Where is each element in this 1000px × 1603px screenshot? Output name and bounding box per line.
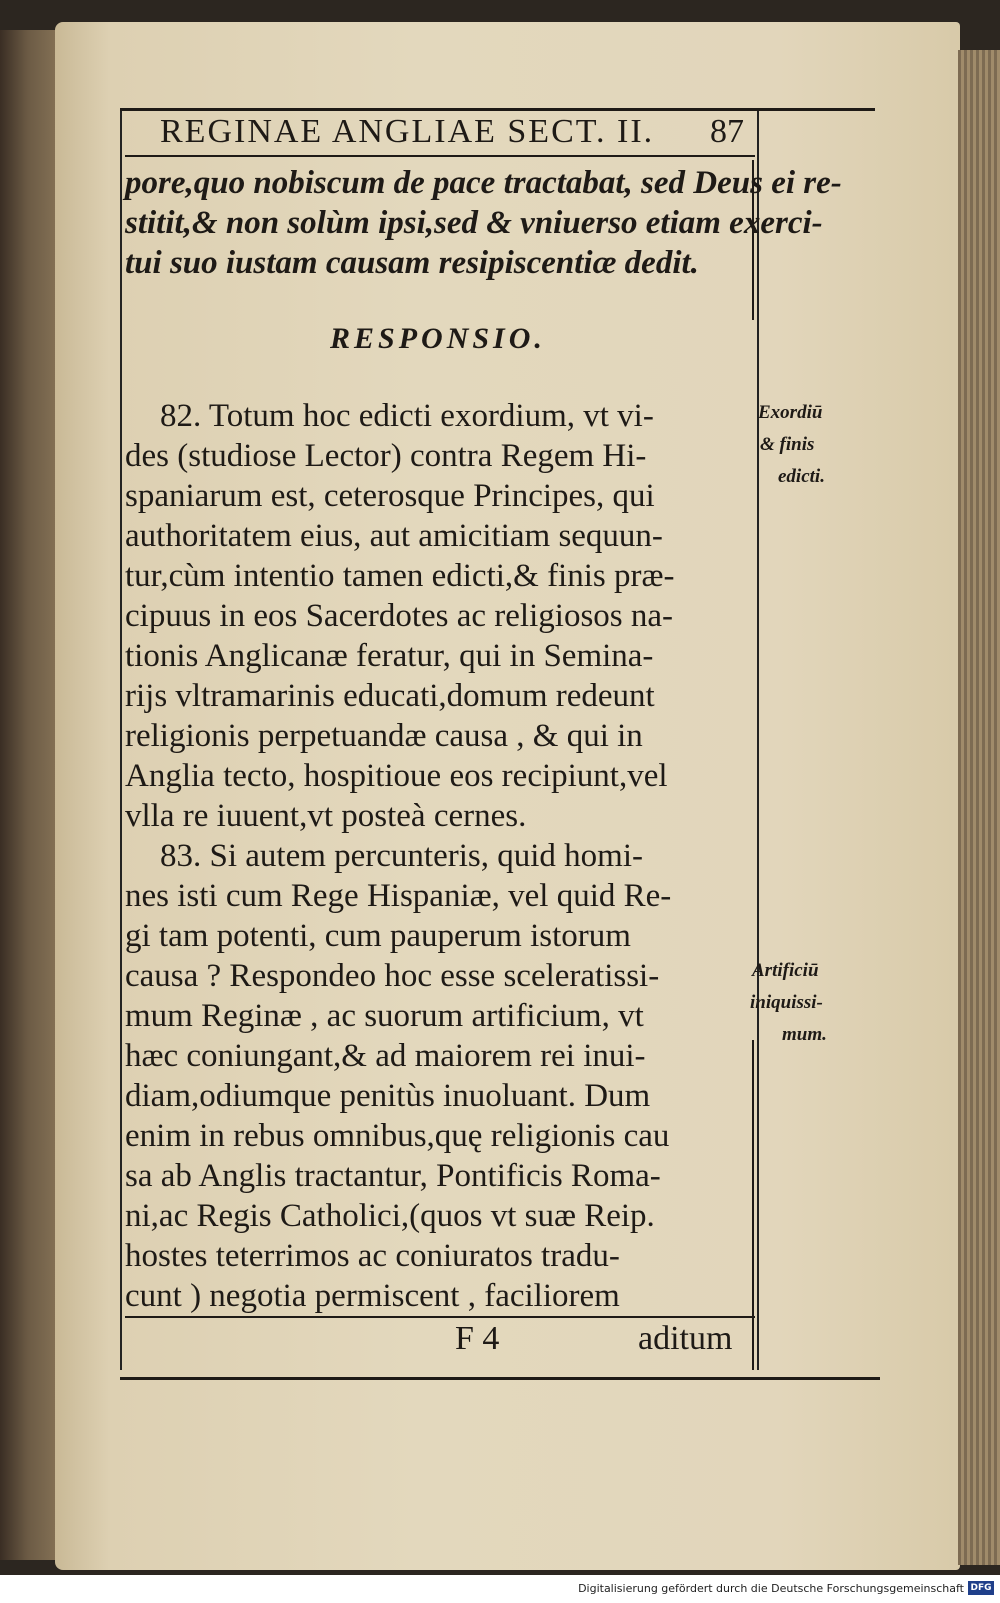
catchword: aditum <box>638 1320 733 1357</box>
body-line: tur,cùm intentio tamen edicti,& finis præ- <box>125 558 675 594</box>
body-line: des (studiose Lector) contra Regem Hi- <box>125 438 647 474</box>
top-rule <box>120 108 875 111</box>
body-line: ni,ac Regis Catholici,(quos vt suæ Reip. <box>125 1198 655 1234</box>
margin-note: iniquissi- <box>750 992 823 1013</box>
section-heading: RESPONSIO. <box>330 322 546 355</box>
body-line: cipuus in eos Sacerdotes ac religiosos na- <box>125 598 674 634</box>
body-line: religionis perpetuandæ causa , & qui in <box>125 718 643 754</box>
body-line: mum Reginæ , ac suorum artificium, vt <box>125 998 644 1034</box>
italic-line: pore,quo nobiscum de pace tractabat, sed Deus ei re- <box>125 165 842 201</box>
body-line: tionis Anglicanæ feratur, qui in Semina- <box>125 638 654 674</box>
body-line: hostes teterrimos ac coniuratos tradu- <box>125 1238 620 1274</box>
bottom-text-rule <box>125 1316 755 1318</box>
body-line: hæc coniungant,& ad maiorem rei inui- <box>125 1038 646 1074</box>
body-line: spaniarum est, ceterosque Principes, qui <box>125 478 655 514</box>
margin-note: & finis <box>760 434 815 455</box>
body-line: authoritatem eius, aut amicitiam sequun- <box>125 518 663 554</box>
italic-line: tui suo iustam causam resipiscentiæ dedit. <box>125 245 699 281</box>
body-line: 82. Totum hoc edicti exordium, vt vi- <box>160 398 654 434</box>
body-line: cunt ) negotia permiscent , faciliorem <box>125 1278 620 1314</box>
running-title: REGINAE ANGLIAE SECT. II. <box>160 113 655 150</box>
margin-note: mum. <box>782 1024 827 1045</box>
body-line: sa ab Anglis tractantur, Pontificis Roma- <box>125 1158 661 1194</box>
signature-mark: F 4 <box>455 1320 500 1357</box>
margin-note: edicti. <box>778 466 825 487</box>
margin-rule-2 <box>752 1040 754 1370</box>
body-line: causa ? Respondeo hoc esse sceleratissi- <box>125 958 660 994</box>
credit-text: Digitalisierung gefördert durch die Deutsche Forschungsgemeinschaft <box>578 1582 964 1595</box>
body-line: 83. Si autem percunteris, quid homi- <box>160 838 643 874</box>
margin-note: Exordiū <box>758 402 823 423</box>
body-line: Anglia tecto, hospitioue eos recipiunt,vel <box>125 758 668 794</box>
dfg-logo-icon: DFG <box>968 1581 994 1595</box>
digitization-credit-bar <box>0 1575 1000 1603</box>
body-line: nes isti cum Rege Hispaniæ, vel quid Re- <box>125 878 672 914</box>
page-edges <box>958 50 1000 1565</box>
body-line: gi tam potenti, cum pauperum istorum <box>125 918 631 954</box>
body-line: rijs vltramarinis educati,domum redeunt <box>125 678 655 714</box>
margin-note: Artificiū <box>752 960 819 981</box>
body-line: diam,odiumque penitùs inuoluant. Dum <box>125 1078 651 1114</box>
bottom-rule <box>120 1377 880 1380</box>
italic-line: stitit,& non solùm ipsi,sed & vniuerso etiam exerci- <box>125 205 823 241</box>
body-line: vlla re iuuent,vt posteà cernes. <box>125 798 527 834</box>
header-rule <box>125 155 755 157</box>
body-line: enim in rebus omnibus,quę religionis cau <box>125 1118 670 1154</box>
page-number: 87 <box>710 113 744 150</box>
